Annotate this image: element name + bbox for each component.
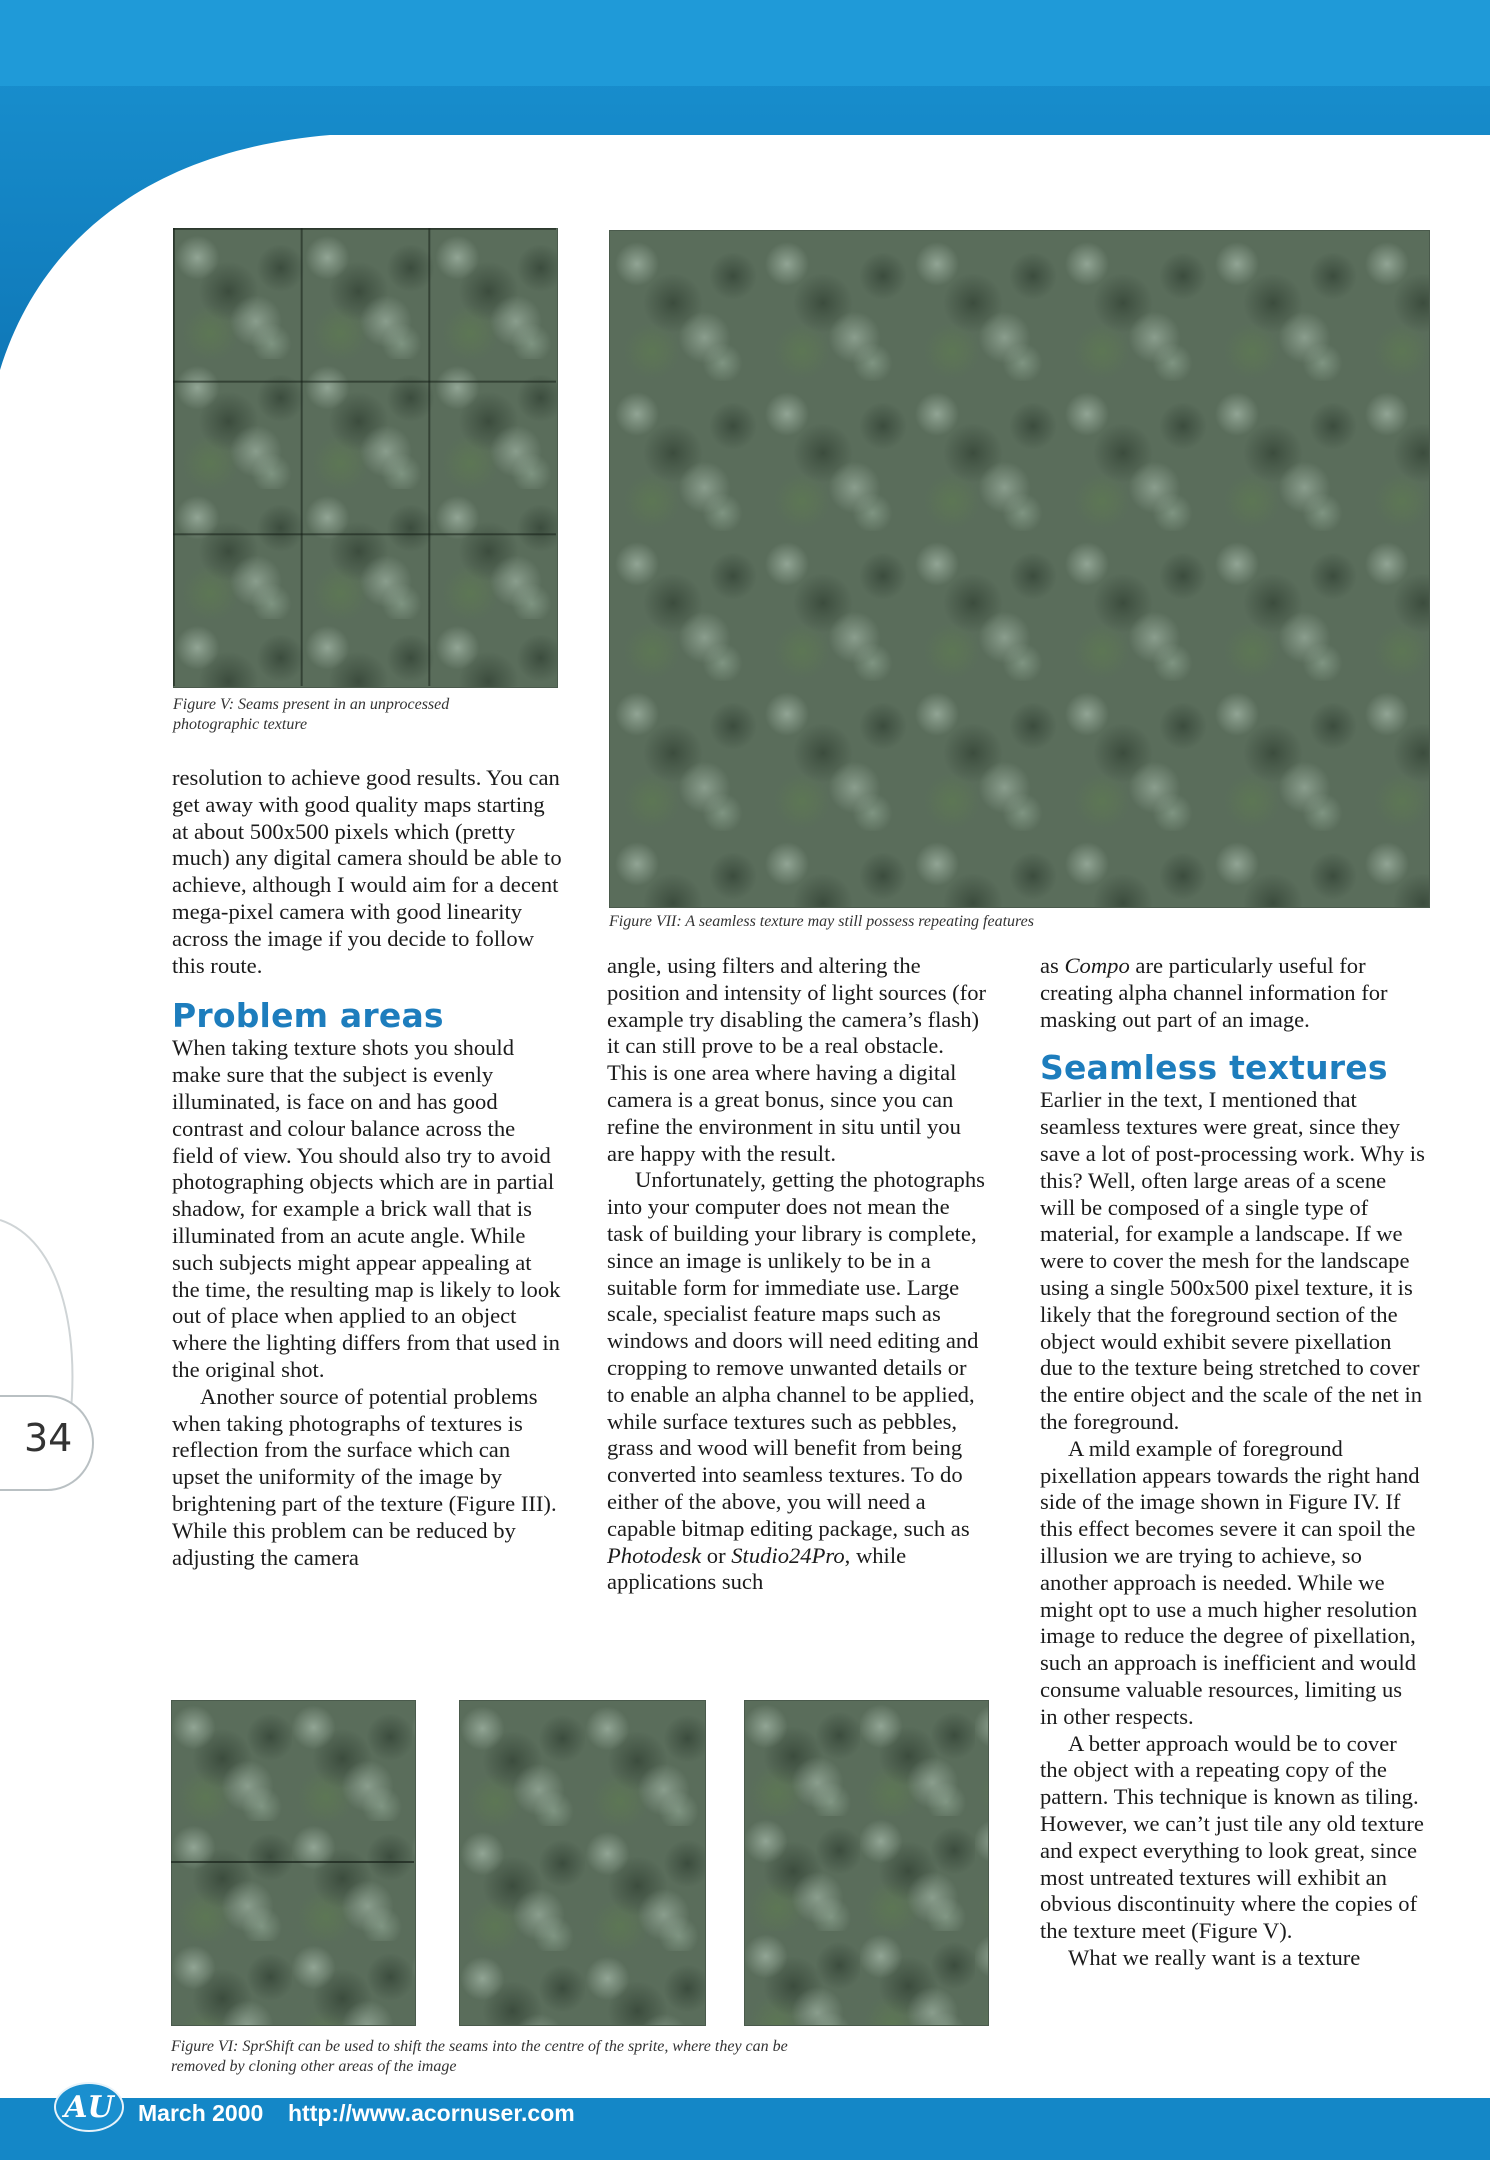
heading-problem-areas: Problem areas <box>172 996 444 1036</box>
column-3 <box>1040 953 1425 1972</box>
col3-paragraph-3: A mild example of foreground pixellation appears towards the right hand side of the image shown in Figure IV. If this effect becomes severe it can spoil the illusion we are trying to achieve, so another approach is needed. While we might opt to use a much higher resolution image to reduce the degree of pixellation, such an approach is inefficient and would consume valuable resources, limiting us in other respects. <box>1040 1435 1420 1729</box>
column-1 <box>172 765 562 1571</box>
figure-7-image <box>609 230 1430 908</box>
col3-paragraph-5: What we really want is a texture <box>1068 1944 1361 1970</box>
col3-paragraph-1: as Compo are particularly useful for creating alpha channel information for masking out part of an image. <box>1040 953 1388 1032</box>
figure-5-seams <box>173 228 556 686</box>
col2-paragraph-1: angle, using filters and altering the position and intensity of light sources (for example try disabling the camera’s flash) it can still prove to be a real obstacle. This is one area where having a digital camera is a great bonus, since you can refine the environment in situ until you are happy with the result. <box>607 953 987 1166</box>
app-compo: Compo <box>1064 953 1130 978</box>
col1-paragraph-3: Another source of potential problems when taking photographs of textures is reflection from the surface which can upset the uniformity of the image by brightening part of the texture (Figure III). While this problem can be reduced by adjusting the camera <box>172 1383 557 1570</box>
figure-6-image-c <box>744 1700 989 2026</box>
figure-7-caption: Figure VII: A seamless texture may still possess repeating features <box>609 913 1034 930</box>
logo-text: AU <box>64 2089 114 2125</box>
app-studio24pro: Studio24Pro <box>731 1542 845 1568</box>
footer-url[interactable]: http://www.acornuser.com <box>288 2100 575 2126</box>
col1-paragraph-1: resolution to achieve good results. You can get away with good quality maps starting at about 500x500 pixels which (pretty much) any digital camera should be able to achieve, although I would aim for a decent mega-pixel camera with good linearity across the image if you decide to follow this route. <box>172 765 562 978</box>
app-photodesk: Photodesk <box>607 1542 702 1568</box>
footer-logo <box>54 2082 124 2132</box>
figure-5-caption: Figure V: Seams present in an unprocessed photographic texture <box>173 696 450 733</box>
col3-paragraph-4: A better approach would be to cover the object with a repeating copy of the pattern. This technique is known as tiling. However, we can’t just tile any old texture and expect everything to look great, since most untreated textures will exhibit an obvious discontinuity where the copies of the texture meet (Figure V). <box>1040 1730 1424 1944</box>
heading-seamless-textures: Seamless textures <box>1040 1048 1388 1088</box>
column-2 <box>607 953 987 1596</box>
col3-paragraph-2: Earlier in the text, I mentioned that seamless textures were great, since they save a lot of post-processing work. Why is this? Well, often large areas of a scene will be composed of a single type of material, for example a landscape. If we were to cover the mesh for the landscape using a single 500x500 pixel texture, it is likely that the foreground section of the object would exhibit severe pixellation due to the texture being stretched to cover the entire object and the scale of the net in the foreground. <box>1040 1087 1425 1434</box>
figure-6-image-b <box>459 1700 706 2026</box>
col2-paragraph-2: Unfortunately, getting the photographs into your computer does not mean the task of building your library is complete, since an image is unlikely to be in a suitable form for immediate use. Large scale, specialist feature maps such as windows and doors will need editing and cropping to remove unwanted details or to enable an alpha channel to be applied, while surface textures such as pebbles, grass and wood will benefit from being converted into seamless textures. To do either of the above, you will need a capable bitmap editing package, such as Photodesk or Studio24Pro, while applications such <box>607 1167 985 1595</box>
page-number: 34 <box>24 1416 73 1460</box>
figure-6-caption: Figure VI: SprShift can be used to shift the seams into the centre of the sprite, where they can be removed by cloning other areas of the image <box>171 2038 788 2075</box>
footer-date: March 2000 <box>138 2100 264 2126</box>
col1-paragraph-2: When taking texture shots you should make sure that the subject is evenly illuminated, is face on and has good contrast and colour balance across the field of view. You should also try to avoid photographing objects which are in partial shadow, for example a brick wall that is illuminated from an acute angle. While such subjects might appear appealing at the time, the resulting map is likely to look out of place when applied to an object where the lighting differs from that used in the original shot. <box>172 1035 561 1382</box>
figure-6-seam <box>171 1700 414 2024</box>
